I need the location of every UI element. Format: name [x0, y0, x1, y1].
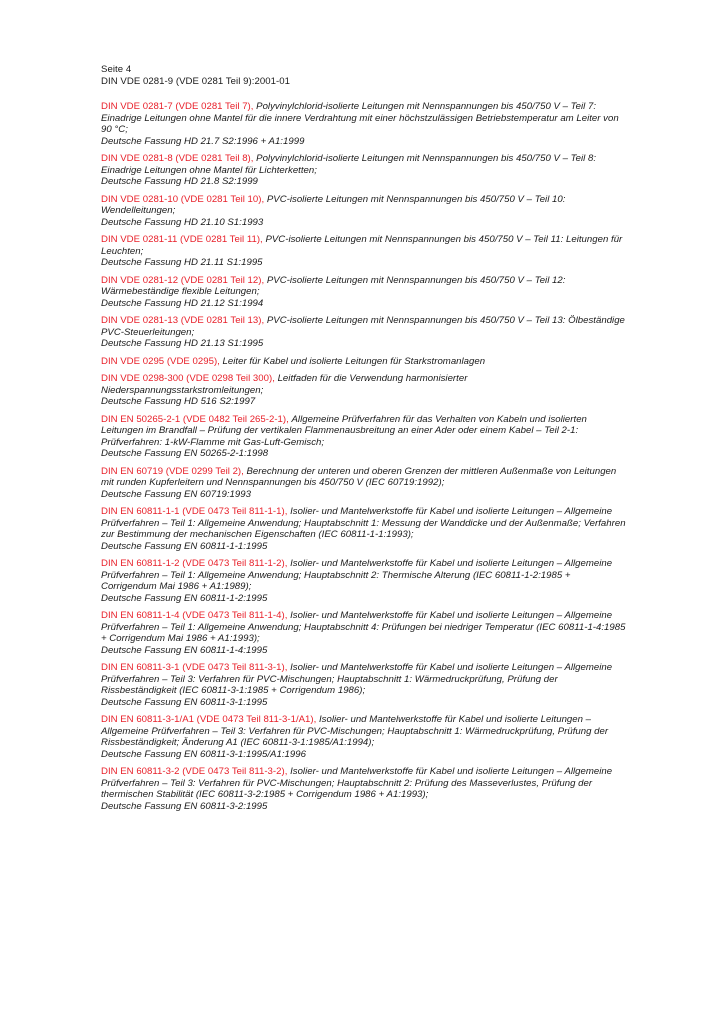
german-version-note: Deutsche Fassung HD 21.10 S1:1993 — [101, 216, 264, 228]
german-version-note: Deutsche Fassung EN 60811-3-1:1995 — [101, 696, 268, 708]
standard-title: Isolier- und Mantelwerkstoffe für Kabel und isolierte Leitungen – Allgemeine Prüfverfahren – Teil 3: Verfahren für PVC-Mischungen; Hauptabschnitt 1: Wärmedruckprüfung, Prüfung der Rissbeständigkeit; Änderung A1 (IEC 60811-3-1:1985/A1:1994); — [101, 714, 609, 748]
standard-reference-link[interactable]: DIN VDE 0281-10 (VDE 0281 Teil 10), — [101, 193, 265, 205]
standard-title: Isolier- und Mantelwerkstoffe für Kabel und isolierte Leitungen – Allgemeine Prüfverfahren – Teil 3: Verfahren für PVC-Mischungen; Hauptabschnitt 2: Prüfung des Masseverlustes, Prüfung der thermischen Stabilität (IEC 60811-3-2:1985 + Corrigendum 1986 + A1:1993); — [101, 766, 613, 800]
standard-title: PVC-isolierte Leitungen mit Nennspannungen bis 450/750 V – Teil 13: Ölbeständige PVC-Steuerleitungen; — [101, 315, 625, 338]
standard-title: Allgemeine Prüfverfahren für das Verhalten von Kabeln und isolierten Leitungen im Brandfall – Prüfung der vertikalen Flammenausbreitung an einer Ader oder einem Kabel – Teil 2-1: Prüfverfahren: 1-kW-Flamme mit Gas-Luft-Gemisch; — [101, 413, 587, 448]
page-header — [101, 64, 626, 87]
reference-entry — [101, 234, 626, 269]
standard-title: Isolier- und Mantelwerkstoffe für Kabel und isolierte Leitungen – Allgemeine Prüfverfahren – Teil 3: Verfahren für PVC-Mischungen; Hauptabschnitt 1: Wärmedruckprüfung, Prüfung der Rissbeständigkeit (IEC 60811-3-1:1985 + Corrigendum 1986); — [101, 662, 613, 696]
german-version-note: Deutsche Fassung EN 60719:1993 — [101, 488, 251, 500]
reference-entry — [101, 766, 626, 812]
standard-title: Berechnung der unteren und oberen Grenzen der mittleren Außenmaße von Leitungen mit runden Kupferleitern und Nennspannungen bis 450/750 V (IEC 60719:1992); — [101, 465, 617, 488]
reference-entry — [101, 610, 626, 656]
reference-entry — [101, 714, 626, 760]
standard-reference-link[interactable]: DIN VDE 0281-11 (VDE 0281 Teil 11), — [101, 234, 263, 245]
standard-title: Leiter für Kabel und isolierte Leitungen für Starkstromanlagen — [222, 355, 486, 367]
german-version-note: Deutsche Fassung EN 60811-1-4:1995 — [101, 644, 268, 656]
standard-title: Polyvinylchlorid-isolierte Leitungen mit Nennspannungen bis 450/750 V – Teil 8: Einadrige Leitungen ohne Mantel für Lichterketten; — [101, 153, 597, 176]
standard-reference-link[interactable]: DIN EN 60811-3-2 (VDE 0473 Teil 811-3-2), — [101, 766, 288, 777]
document-page — [101, 64, 626, 818]
reference-entry — [101, 466, 626, 501]
standard-reference-link[interactable]: DIN VDE 0281-7 (VDE 0281 Teil 7), — [101, 101, 254, 112]
german-version-note: Deutsche Fassung HD 21.13 S1:1995 — [101, 338, 264, 349]
standard-title: PVC-isolierte Leitungen mit Nennspannungen bis 450/750 V – Teil 10: Wendelleitungen; — [101, 193, 566, 216]
standard-reference-link[interactable]: DIN VDE 0295 (VDE 0295), — [101, 355, 220, 367]
document-identifier: DIN VDE 0281-9 (VDE 0281 Teil 9):2001-01 — [101, 75, 291, 87]
reference-entry — [101, 315, 626, 350]
german-version-note: Deutsche Fassung HD 21.11 S1:1995 — [101, 257, 263, 268]
standard-title: Isolier- und Mantelwerkstoffe für Kabel und isolierte Leitungen – Allgemeine Prüfverfahren – Teil 1: Allgemeine Anwendung; Hauptabschnitt 4: Prüfungen bei niedriger Temperatur (IEC 60811-1-4:1985 + Corrigendum Mai 1986 + A1:1993); — [101, 610, 626, 644]
standard-reference-link[interactable]: DIN EN 60811-1-2 (VDE 0473 Teil 811-1-2), — [101, 558, 288, 569]
german-version-note: Deutsche Fassung EN 50265-2-1:1998 — [101, 448, 269, 459]
standard-title: Polyvinylchlorid-isolierte Leitungen mit Nennspannungen bis 450/750 V – Teil 7: Einadrige Leitungen ohne Mantel für die innere Verdrahtung mit einer höchstzulässigen Betriebstemperatur am Leiter von 90 °C; — [101, 101, 619, 135]
german-version-note: Deutsche Fassung EN 60811-3-1:1995/A1:1996 — [101, 748, 306, 760]
standard-reference-link[interactable]: DIN VDE 0281-8 (VDE 0281 Teil 8), — [101, 153, 254, 164]
standard-title: PVC-isolierte Leitungen mit Nennspannungen bis 450/750 V – Teil 12: Wärmebeständige flexible Leitungen; — [101, 274, 566, 297]
page-number: Seite 4 — [101, 64, 132, 75]
standard-reference-link[interactable]: DIN VDE 0298-300 (VDE 0298 Teil 300), — [101, 373, 275, 384]
german-version-note: Deutsche Fassung HD 516 S2:1997 — [101, 396, 256, 407]
reference-entry — [101, 373, 626, 408]
standard-reference-link[interactable]: DIN EN 60811-1-1 (VDE 0473 Teil 811-1-1), — [101, 506, 288, 517]
standard-reference-link[interactable]: DIN EN 60811-3-1/A1 (VDE 0473 Teil 811-3-1/A1), — [101, 714, 317, 725]
standard-title: PVC-isolierte Leitungen mit Nennspannungen bis 450/750 V – Teil 11: Leitungen für Leuchten; — [101, 234, 623, 257]
standard-title: Isolier- und Mantelwerkstoffe für Kabel und isolierte Leitungen – Allgemeine Prüfverfahren – Teil 1: Allgemeine Anwendung; Hauptabschnitt 2: Thermische Alterung (IEC 60811-1-2:1985 + Corrigendum Mai 1986 + A1:1989); — [101, 558, 613, 592]
standard-reference-link[interactable]: DIN EN 60811-1-4 (VDE 0473 Teil 811-1-4), — [101, 610, 288, 621]
reference-entry — [101, 558, 626, 604]
standard-title: Isolier- und Mantelwerkstoffe für Kabel und isolierte Leitungen – Allgemeine Prüfverfahren – Teil 1: Allgemeine Anwendung; Hauptabschnitt 1: Messung der Wanddicke und der Außenmaße; Verfahren zur Bestimmung der mechanischen Eigenschaften (IEC 60811-1-1:1993); — [101, 506, 626, 540]
german-version-note: Deutsche Fassung EN 60811-1-1:1995 — [101, 540, 268, 552]
reference-entry — [101, 356, 626, 368]
reference-entry — [101, 101, 626, 147]
reference-entry — [101, 506, 626, 552]
reference-entry — [101, 414, 626, 460]
german-version-note: Deutsche Fassung HD 21.12 S1:1994 — [101, 297, 264, 309]
reference-entry — [101, 153, 626, 188]
standard-title: Leitfaden für die Verwendung harmonisierter Niederspannungsstarkstromleitungen; — [101, 373, 468, 396]
standard-reference-link[interactable]: DIN VDE 0281-12 (VDE 0281 Teil 12), — [101, 274, 265, 286]
reference-entry — [101, 194, 626, 229]
standard-reference-link[interactable]: DIN EN 50265-2-1 (VDE 0482 Teil 265-2-1), — [101, 413, 289, 425]
reference-entry — [101, 662, 626, 708]
standard-reference-link[interactable]: DIN EN 60811-3-1 (VDE 0473 Teil 811-3-1), — [101, 662, 288, 673]
normative-references-list — [101, 101, 626, 812]
german-version-note: Deutsche Fassung HD 21.7 S2:1996 + A1:1999 — [101, 135, 305, 147]
standard-reference-link[interactable]: DIN VDE 0281-13 (VDE 0281 Teil 13), — [101, 315, 265, 326]
standard-reference-link[interactable]: DIN EN 60719 (VDE 0299 Teil 2), — [101, 465, 244, 477]
german-version-note: Deutsche Fassung EN 60811-3-2:1995 — [101, 800, 268, 812]
german-version-note: Deutsche Fassung HD 21.8 S2:1999 — [101, 176, 258, 187]
german-version-note: Deutsche Fassung EN 60811-1-2:1995 — [101, 592, 268, 604]
reference-entry — [101, 275, 626, 310]
